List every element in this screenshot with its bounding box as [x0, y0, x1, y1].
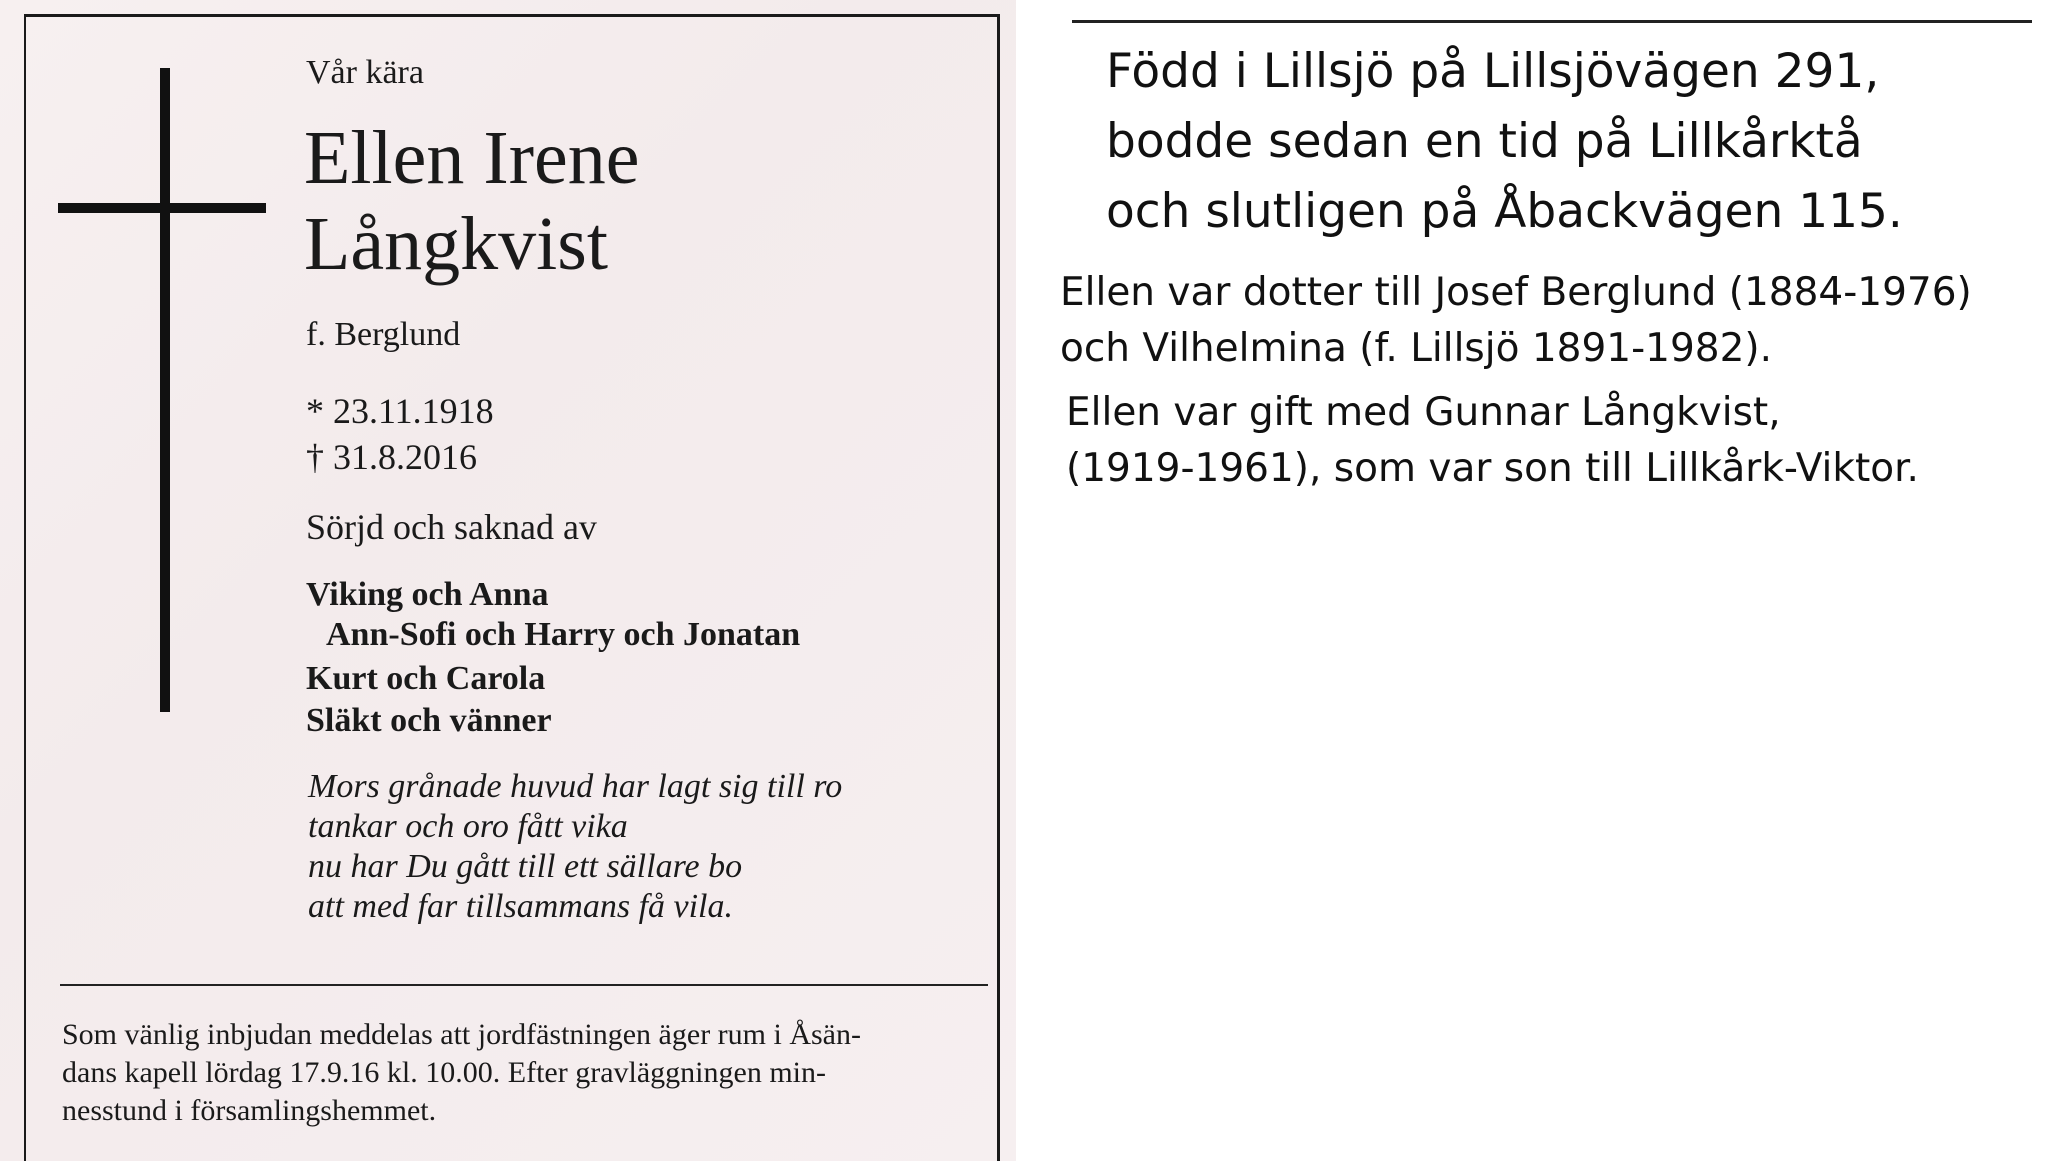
deceased-name-line2: Långkvist: [304, 202, 608, 286]
headline-line: bodde sedan en tid på Lillkårktå: [1106, 114, 1863, 169]
mourner-line: Släkt och vänner: [306, 702, 552, 739]
headline-line: Född i Lillsjö på Lillsjövägen 291,: [1106, 44, 1880, 99]
verse-line: tankar och oro fått vika: [308, 808, 628, 845]
spouse-line: (1919-1961), som var son till Lillkårk-Viktor.: [1066, 446, 1919, 491]
death-date: † 31.8.2016: [306, 437, 477, 477]
obituary-clipping: [0, 0, 1016, 1161]
parents-line: och Vilhelmina (f. Lillsjö 1891-1982).: [1060, 326, 1773, 371]
mourned-by-heading: Sörjd och saknad av: [306, 507, 597, 547]
headline-line: och slutligen på Åbackvägen 115.: [1106, 184, 1903, 239]
parents-line: Ellen var dotter till Josef Berglund (1884-1976): [1060, 270, 1972, 315]
maiden-name: f. Berglund: [306, 316, 461, 353]
funeral-notice-line: dans kapell lördag 17.9.16 kl. 10.00. Efter gravläggningen min-: [62, 1056, 826, 1089]
funeral-notice-line: nesstund i församlingshemmet.: [62, 1094, 437, 1127]
spouse-line: Ellen var gift med Gunnar Långkvist,: [1066, 390, 1781, 435]
mourner-line: Ann-Sofi och Harry och Jonatan: [326, 616, 801, 653]
annotation-rule: [1072, 20, 2032, 23]
verse-line: att med far tillsammans få vila.: [308, 888, 733, 925]
funeral-notice-line: Som vänlig inbjudan meddelas att jordfästningen äger rum i Åsän-: [62, 1018, 861, 1051]
birth-date: * 23.11.1918: [306, 391, 494, 431]
section-divider: [60, 984, 988, 986]
cross-icon-bar: [58, 203, 266, 213]
intro-text: Vår kära: [306, 54, 424, 91]
verse-line: nu har Du gått till ett sällare bo: [308, 848, 743, 885]
mourner-line: Viking och Anna: [306, 576, 549, 613]
mourner-line: Kurt och Carola: [306, 660, 546, 697]
verse-line: Mors grånade huvud har lagt sig till ro: [308, 768, 843, 805]
deceased-name-line1: Ellen Irene: [304, 116, 640, 200]
cross-icon: [160, 68, 170, 712]
